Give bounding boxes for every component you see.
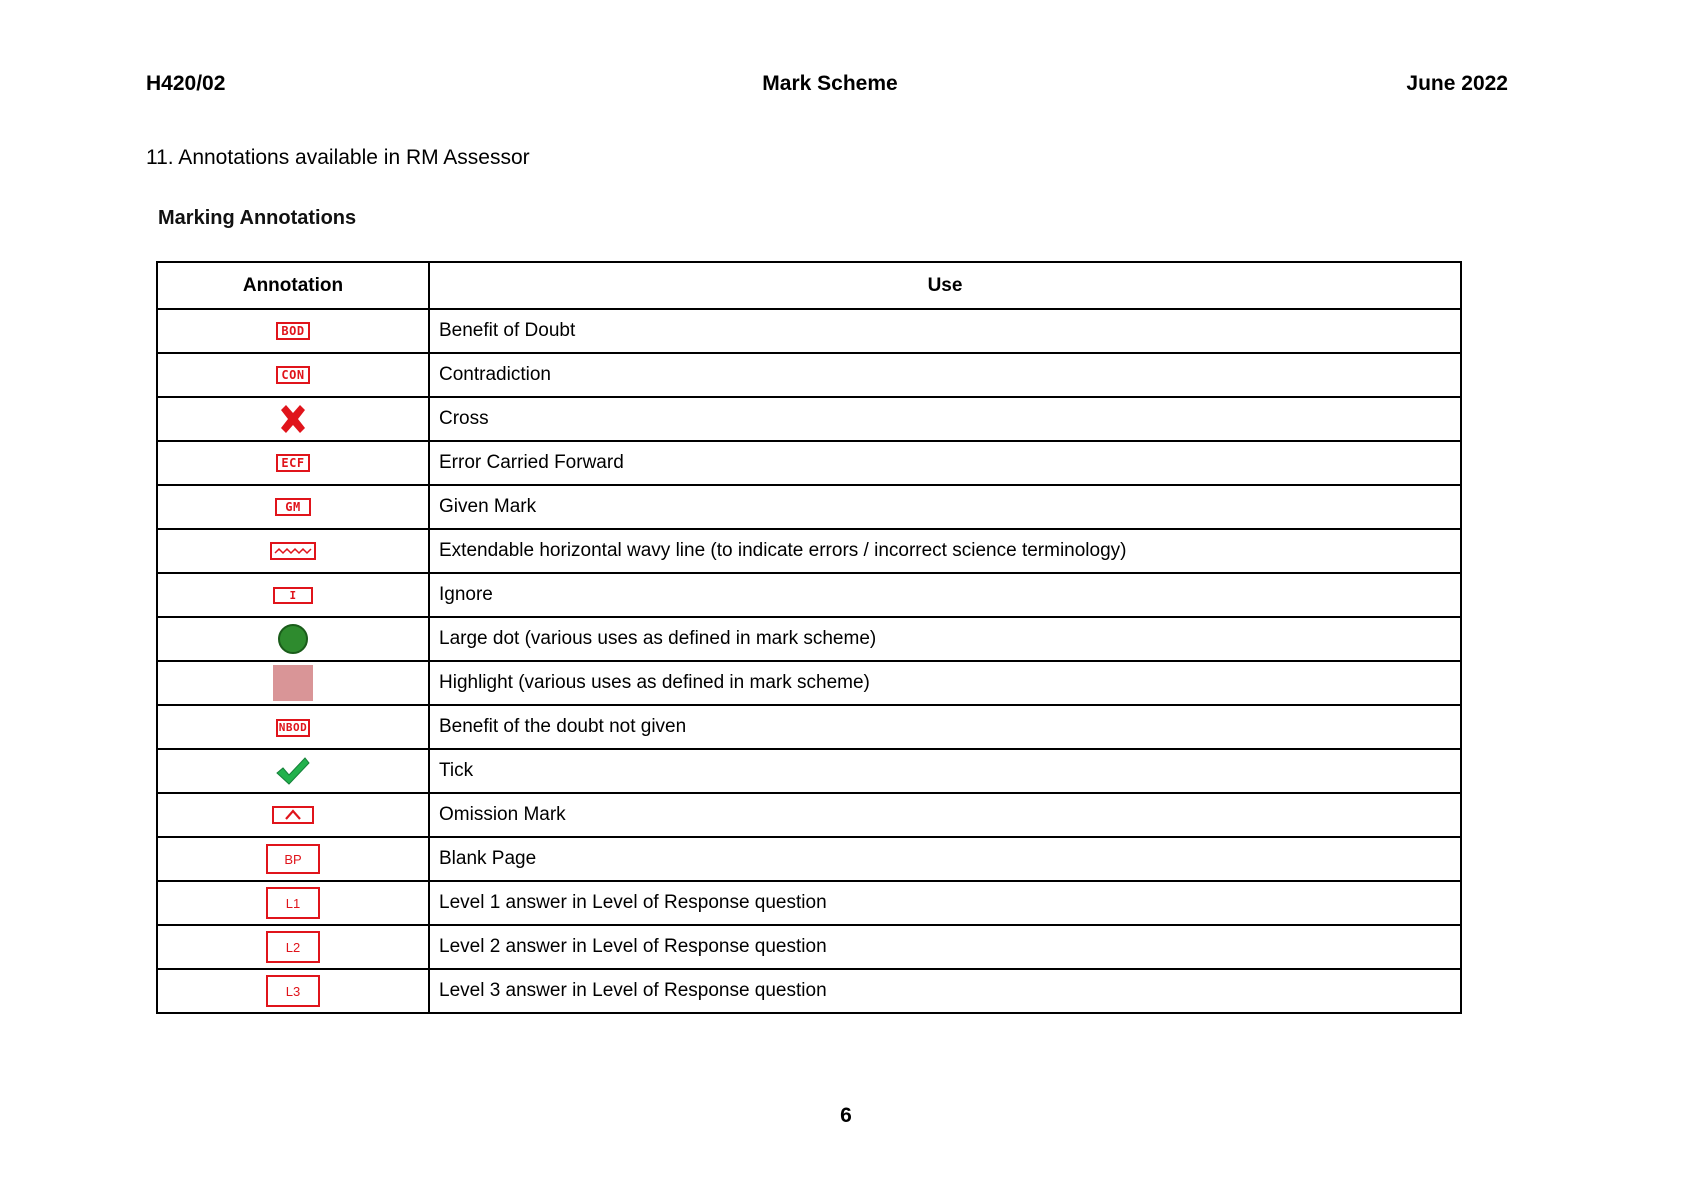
use-text: Level 1 answer in Level of Response question (429, 881, 1461, 925)
table-row (157, 529, 1461, 573)
use-text: Blank Page (429, 837, 1461, 881)
header-title: Mark Scheme (762, 72, 898, 95)
table-header-row (157, 262, 1461, 309)
bp-stamp-icon: BP (266, 844, 320, 874)
table-row (157, 397, 1461, 441)
table-row (157, 881, 1461, 925)
table-row (157, 793, 1461, 837)
use-text: Cross (429, 397, 1461, 441)
use-text: Benefit of the doubt not given (429, 705, 1461, 749)
header-code: H420/02 (146, 72, 226, 95)
use-text: Ignore (429, 573, 1461, 617)
gm-stamp-icon: GM (275, 498, 310, 516)
table-row (157, 969, 1461, 1013)
con-stamp-icon: CON (276, 366, 309, 384)
table-row (157, 617, 1461, 661)
ignore-icon: I (273, 587, 312, 604)
tick-icon (275, 755, 311, 787)
l2-stamp-icon: L2 (266, 931, 320, 963)
table-row (157, 573, 1461, 617)
table-row (157, 353, 1461, 397)
l1-stamp-icon: L1 (266, 887, 320, 919)
ecf-stamp-icon: ECF (276, 454, 309, 472)
use-text: Contradiction (429, 353, 1461, 397)
use-text: Extendable horizontal wavy line (to indicate errors / incorrect science terminology) (429, 529, 1461, 573)
column-header-use: Use (429, 262, 1461, 309)
use-text: Level 3 answer in Level of Response question (429, 969, 1461, 1013)
nbod-stamp-icon: NBOD (276, 719, 311, 737)
table-row (157, 309, 1461, 353)
l3-stamp-icon: L3 (266, 975, 320, 1007)
section-title: 11. Annotations available in RM Assessor (146, 146, 530, 169)
use-text: Highlight (various uses as defined in mark scheme) (429, 661, 1461, 705)
cross-icon (277, 403, 309, 435)
table-row (157, 441, 1461, 485)
wavy-line-icon (270, 542, 316, 560)
sub-title: Marking Annotations (158, 207, 357, 229)
use-text: Level 2 answer in Level of Response question (429, 925, 1461, 969)
use-text: Benefit of Doubt (429, 309, 1461, 353)
use-text: Tick (429, 749, 1461, 793)
column-header-annotation: Annotation (157, 262, 429, 309)
page-number: 6 (840, 1104, 852, 1127)
highlight-icon (273, 665, 313, 701)
bod-stamp-icon: BOD (276, 322, 309, 340)
large-dot-icon (277, 623, 309, 655)
use-text: Error Carried Forward (429, 441, 1461, 485)
annotations-table (156, 261, 1462, 1014)
use-text: Large dot (various uses as defined in mark scheme) (429, 617, 1461, 661)
table-row (157, 749, 1461, 793)
header-date: June 2022 (1406, 72, 1508, 95)
use-text: Omission Mark (429, 793, 1461, 837)
table-row (157, 925, 1461, 969)
use-text: Given Mark (429, 485, 1461, 529)
omission-mark-icon (272, 806, 314, 824)
table-row (157, 705, 1461, 749)
table-row (157, 837, 1461, 881)
table-row (157, 661, 1461, 705)
table-row (157, 485, 1461, 529)
